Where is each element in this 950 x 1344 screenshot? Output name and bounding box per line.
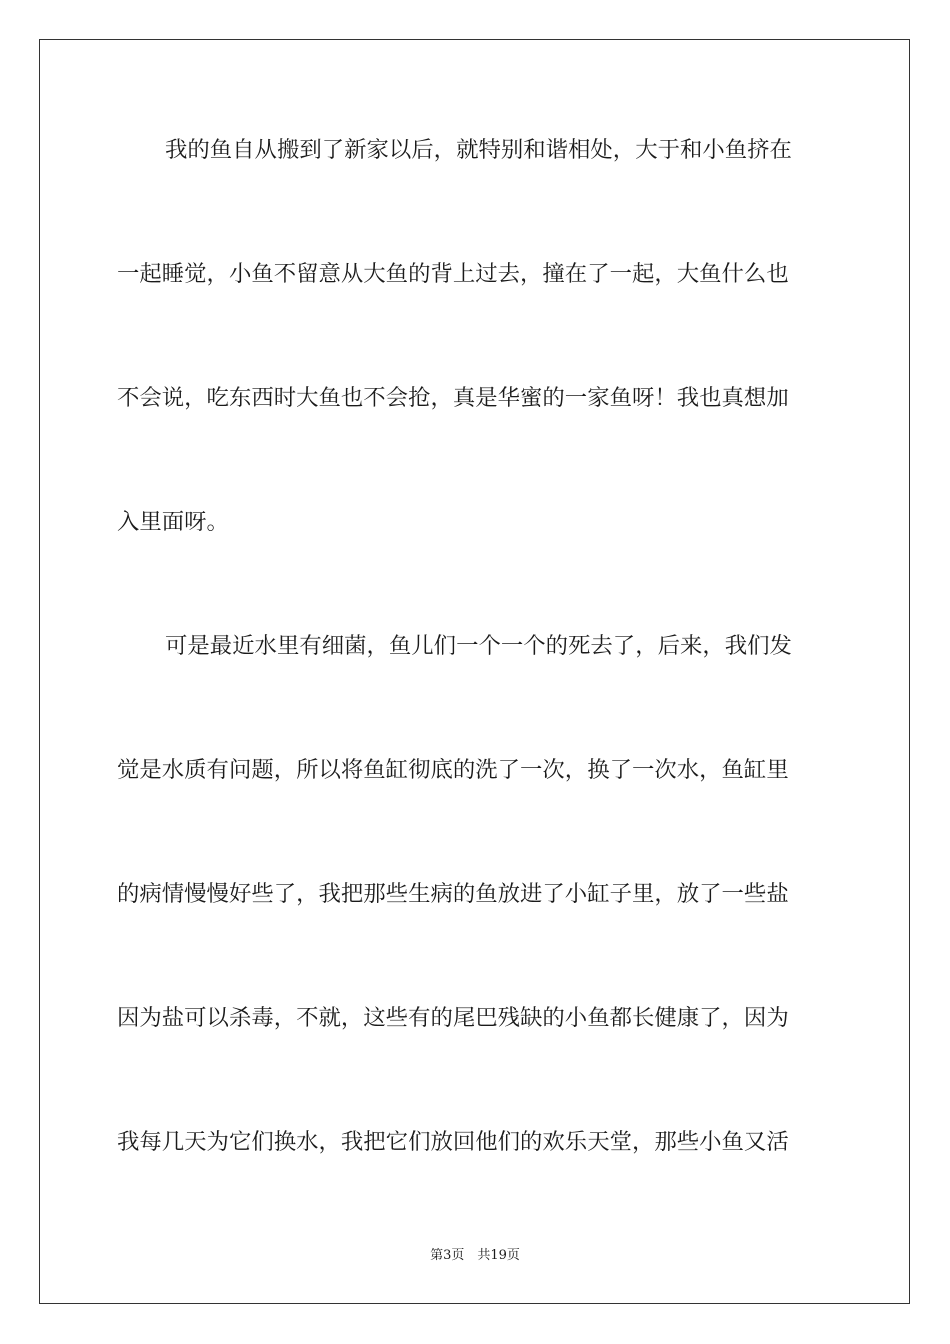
- page-number-footer: 第3页 共19页: [430, 1248, 520, 1263]
- paragraph-1-line-3: 不会说，吃东西时大鱼也不会抢，真是华蜜的一家鱼呀！我也真想加: [117, 385, 789, 411]
- paragraph-2-line-2: 觉是水质有问题，所以将鱼缸彻底的洗了一次，换了一次水，鱼缸里: [117, 757, 789, 783]
- paragraph-2-line-1: 可是最近水里有细菌，鱼儿们一个一个的死去了，后来，我们发: [165, 633, 792, 659]
- paragraph-1-line-1: 我的鱼自从搬到了新家以后，就特别和谐相处，大于和小鱼挤在: [165, 137, 792, 163]
- paragraph-2-line-4: 因为盐可以杀毒，不就，这些有的尾巴残缺的小鱼都长健康了，因为: [117, 1005, 789, 1031]
- paragraph-1-line-4: 入里面呀。: [117, 509, 229, 535]
- paragraph-2-line-3: 的病情慢慢好些了，我把那些生病的鱼放进了小缸子里，放了一些盐: [117, 881, 789, 907]
- paragraph-2-line-5: 我每几天为它们换水，我把它们放回他们的欢乐天堂，那些小鱼又活: [117, 1129, 789, 1155]
- page-border: [39, 39, 910, 1304]
- paragraph-1-line-2: 一起睡觉，小鱼不留意从大鱼的背上过去，撞在了一起，大鱼什么也: [117, 261, 789, 287]
